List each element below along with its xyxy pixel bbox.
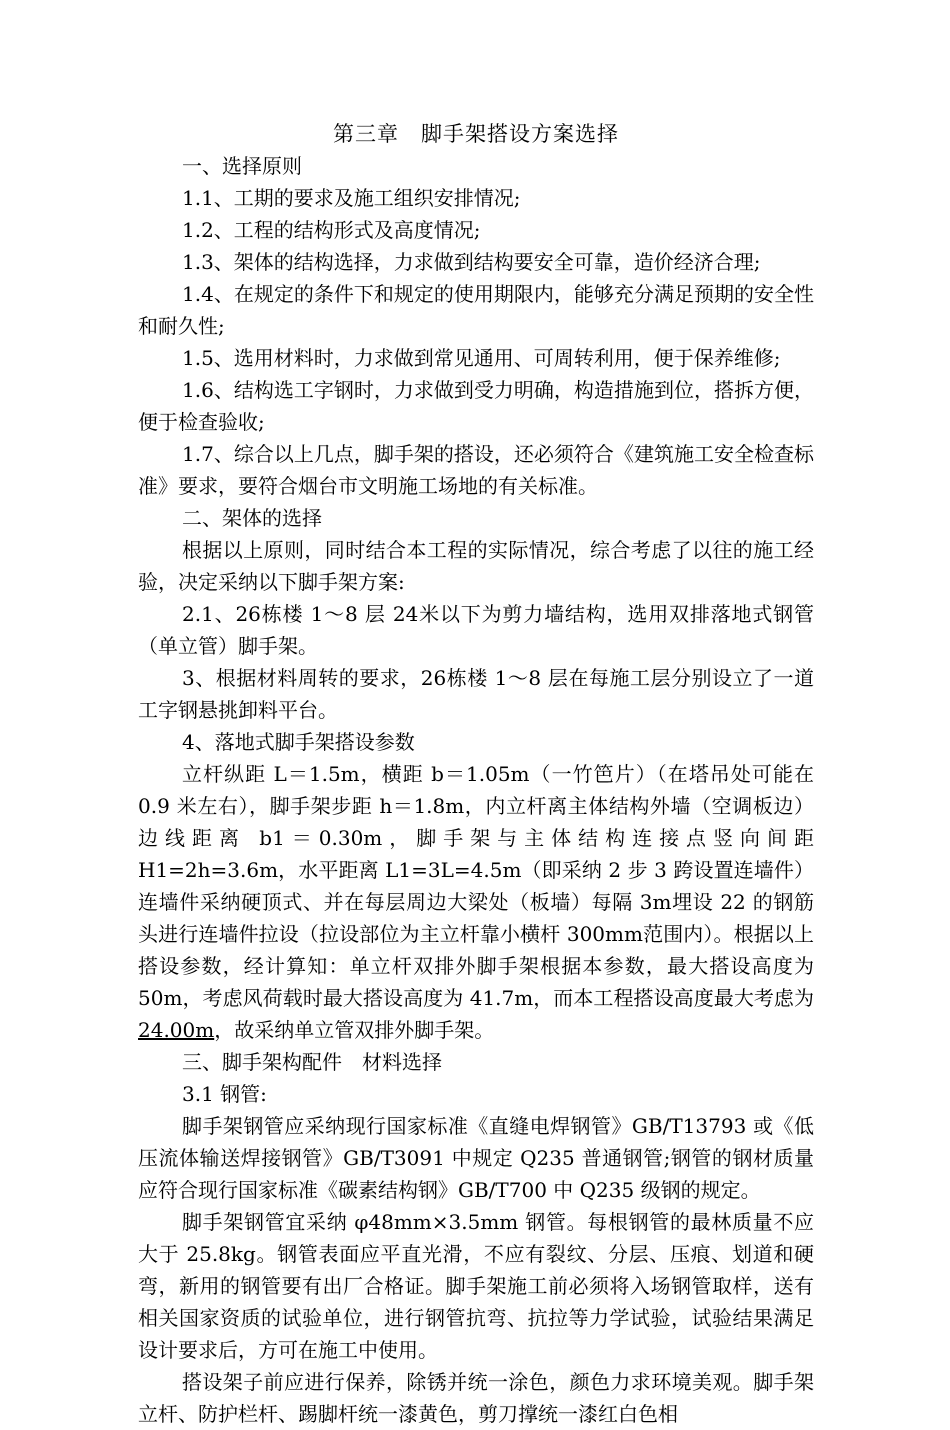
principle-item-1-7: 1.7、综合以上几点，脚手架的搭设，还必须符合《建筑施工安全检查标准》要求，要符合烟台市文明施工场地的有关标准。	[138, 442, 814, 498]
steel-pipe-spec-paragraph: 脚手架钢管宜采纳 φ48mm×3.5mm 钢管。每根钢管的最林质量不应大于 25.8kg。钢管表面应平直光滑，不应有裂纹、分层、压痕、划道和硬弯，新用的钢管要有出厂合格证。脚手架施工前必须将入场钢管取样，送有相关国家资质的试验单位，进行钢管抗弯、抗拉等力学试验，试验结果满足设计要求后，方可在施工中使用。	[138, 1210, 814, 1362]
principle-item-1-3: 1.3、架体的结构选择，力求做到结构要安全可靠，造价经济合理;	[182, 250, 761, 274]
section-heading-principles: 一、选择原则	[182, 154, 302, 178]
document-body	[138, 118, 814, 1430]
subsection-steel-pipe: 3.1 钢管:	[182, 1082, 267, 1106]
principle-item-1-6: 1.6、结构选工字钢时，力求做到受力明确，构造措施到位，搭拆方便，便于检查验收;	[138, 378, 814, 434]
scaffold-parameters-paragraph	[138, 758, 814, 1046]
frame-selection-intro: 根据以上原则，同时结合本工程的实际情况，综合考虑了以往的施工经验，决定采纳以下脚手架方案:	[138, 538, 814, 594]
design-height-value: 24.00m	[138, 1018, 215, 1042]
principle-item-1-1: 1.1、工期的要求及施工组织安排情况;	[182, 186, 521, 210]
principle-item-1-4: 1.4、在规定的条件下和规定的使用期限内，能够充分满足预期的安全性和耐久性;	[138, 282, 814, 338]
principle-item-1-2: 1.2、工程的结构形式及高度情况;	[182, 218, 481, 242]
frame-item-4: 4、落地式脚手架搭设参数	[182, 730, 415, 754]
painting-paragraph: 搭设架子前应进行保养，除锈并统一涂色，颜色力求环境美观。脚手架立杆、防护栏杆、踢脚杆统一漆黄色，剪刀撑统一漆红白色相	[138, 1370, 814, 1426]
frame-item-3: 3、根据材料周转的要求，26栋楼 1～8 层在每施工层分别设立了一道工字钢悬挑卸料平台。	[138, 666, 814, 722]
chapter-title: 第三章 脚手架搭设方案选择	[333, 122, 619, 146]
principle-item-1-5: 1.5、选用材料时，力求做到常见通用、可周转利用，便于保养维修;	[182, 346, 781, 370]
section-heading-materials: 三、脚手架构配件 材料选择	[182, 1050, 442, 1074]
steel-pipe-standard-paragraph: 脚手架钢管应采纳现行国家标准《直缝电焊钢管》GB/T13793 或《低压流体输送焊接钢管》GB/T3091 中规定 Q235 普通钢管;钢管的钢材质量应符合现行国家标准《碳素结构钢》GB/T700 中 Q235 级钢的规定。	[138, 1114, 814, 1202]
scaffold-parameters-text: 立杆纵距 L＝1.5m，横距 b＝1.05m（一竹笆片）（在塔吊处可能在 0.9 米左右），脚手架步距 h＝1.8m，内立杆离主体结构外墙（空调板边）边线距离 b1＝0.30m，脚手架与主体结构连接点竖向间距 H1=2h=3.6m，水平距离 L1=3L=4.5m（即采纳 2 步 3 跨设置连墙件）连墙件采纳硬顶式、并在每层周边大梁处（板墙）每隔 3m埋设 22 的钢筋头进行连墙件拉设（拉设部位为主立杆靠小横杆 300mm范围内）。根据以上搭设参数，经计算知：单立杆双排外脚手架根据本参数，最大搭设高度为 50m，考虑风荷载时最大搭设高度为 41.7m，而本工程搭设高度最大考虑为	[138, 762, 814, 1010]
section-heading-frame-selection: 二、架体的选择	[182, 506, 322, 530]
frame-item-2-1: 2.1、26栋楼 1～8 层 24米以下为剪力墙结构，选用双排落地式钢管（单立管）脚手架。	[138, 602, 814, 658]
scaffold-parameters-conclusion: ，故采纳单立管双排外脚手架。	[214, 1018, 495, 1042]
